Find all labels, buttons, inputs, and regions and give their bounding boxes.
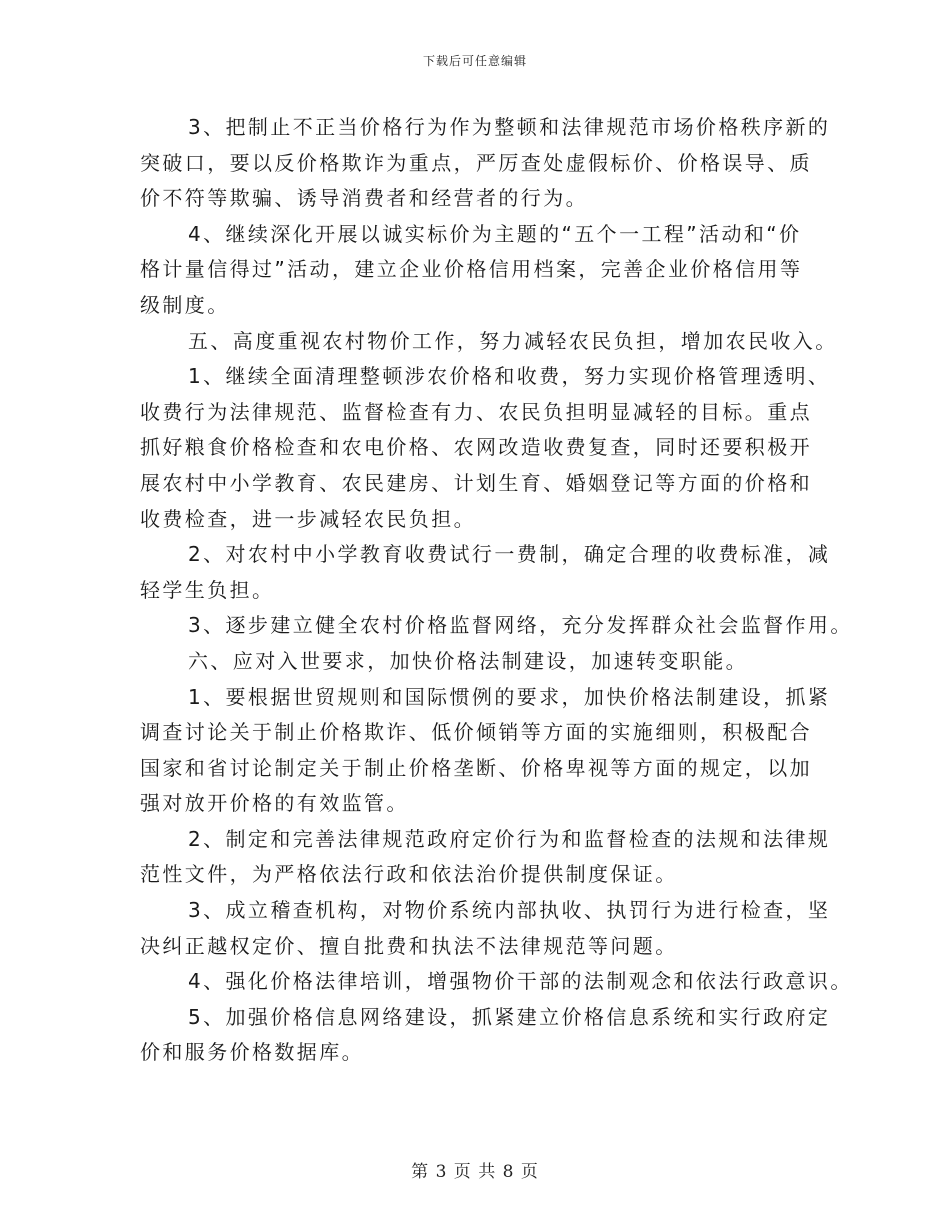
text-line: 调查讨论关于制止价格欺诈、低价倾销等方面的实施细则，积极配合: [140, 720, 812, 745]
text-line: 价和服务价格数据库。: [140, 1040, 364, 1065]
text-line: 格计量信得过”活动，建立企业价格信用档案，完善企业价格信用等: [140, 257, 803, 282]
text-line: 3、逐步建立健全农村价格监督网络，充分发挥群众社会监督作用。: [188, 613, 853, 638]
text-line: 级制度。: [140, 292, 230, 317]
text-line: 六、应对入世要求，加快价格法制建设，加速转变职能。: [188, 648, 748, 673]
text-line: 1、要根据世贸规则和国际惯例的要求，加快价格法制建设，抓紧: [188, 684, 831, 709]
text-line: 1、继续全面清理整顿涉农价格和收费，努力实现价格管理透明、: [188, 364, 831, 389]
text-line: 突破口，要以反价格欺诈为重点，严厉查处虚假标价、价格误导、质: [140, 150, 812, 175]
text-line: 轻学生负担。: [140, 577, 275, 602]
text-line: 五、高度重视农村物价工作，努力减轻农民负担，增加农民收入。: [188, 328, 838, 353]
text-line: 收费检查，进一步减轻农民负担。: [140, 506, 476, 531]
text-line: 决纠正越权定价、擅自批费和执法不法律规范等问题。: [140, 933, 678, 958]
text-line: 4、强化价格法律培训，增强物价干部的法制观念和依法行政意识。: [188, 969, 853, 994]
page-footer: 第 3 页 共 8 页: [411, 1162, 539, 1182]
text-line: 强对放开价格的有效监管。: [140, 791, 409, 816]
text-line: 展农村中小学教育、农民建房、计划生育、婚姻登记等方面的价格和: [140, 470, 812, 495]
text-line: 国家和省讨论制定关于制止价格垄断、价格卑视等方面的规定，以加: [140, 755, 812, 780]
text-line: 价不符等欺骗、诱导消费者和经营者的行为。: [140, 186, 588, 211]
text-line: 3、把制止不正当价格行为作为整顿和法律规范市场价格秩序新的: [188, 115, 831, 139]
text-line: 2、对农村中小学教育收费试行一费制，确定合理的收费标准，减: [188, 542, 831, 567]
text-line: 范性文件，为严格依法行政和依法治价提供制度保证。: [140, 862, 678, 887]
document-body: [140, 110, 853, 1071]
text-line: 4、继续深化开展以诚实标价为主题的“五个一工程”活动和“价: [188, 221, 802, 246]
text-line: 5、加强价格信息网络建设，抓紧建立价格信息系统和实行政府定: [188, 1004, 831, 1029]
text-line: 2、制定和完善法律规范政府定价行为和监督检查的法规和法律规: [188, 826, 831, 851]
text-line: 收费行为法律规范、监督检查有力、农民负担明显减轻的目标。重点: [140, 399, 812, 424]
text-line: 3、成立稽查机构，对物价系统内部执收、执罚行为进行检查，坚: [188, 898, 831, 923]
text-line: 抓好粮食价格检查和农电价格、农网改造收费复查，同时还要积极开: [140, 435, 812, 460]
page-header: 下载后可任意编辑: [422, 54, 527, 68]
